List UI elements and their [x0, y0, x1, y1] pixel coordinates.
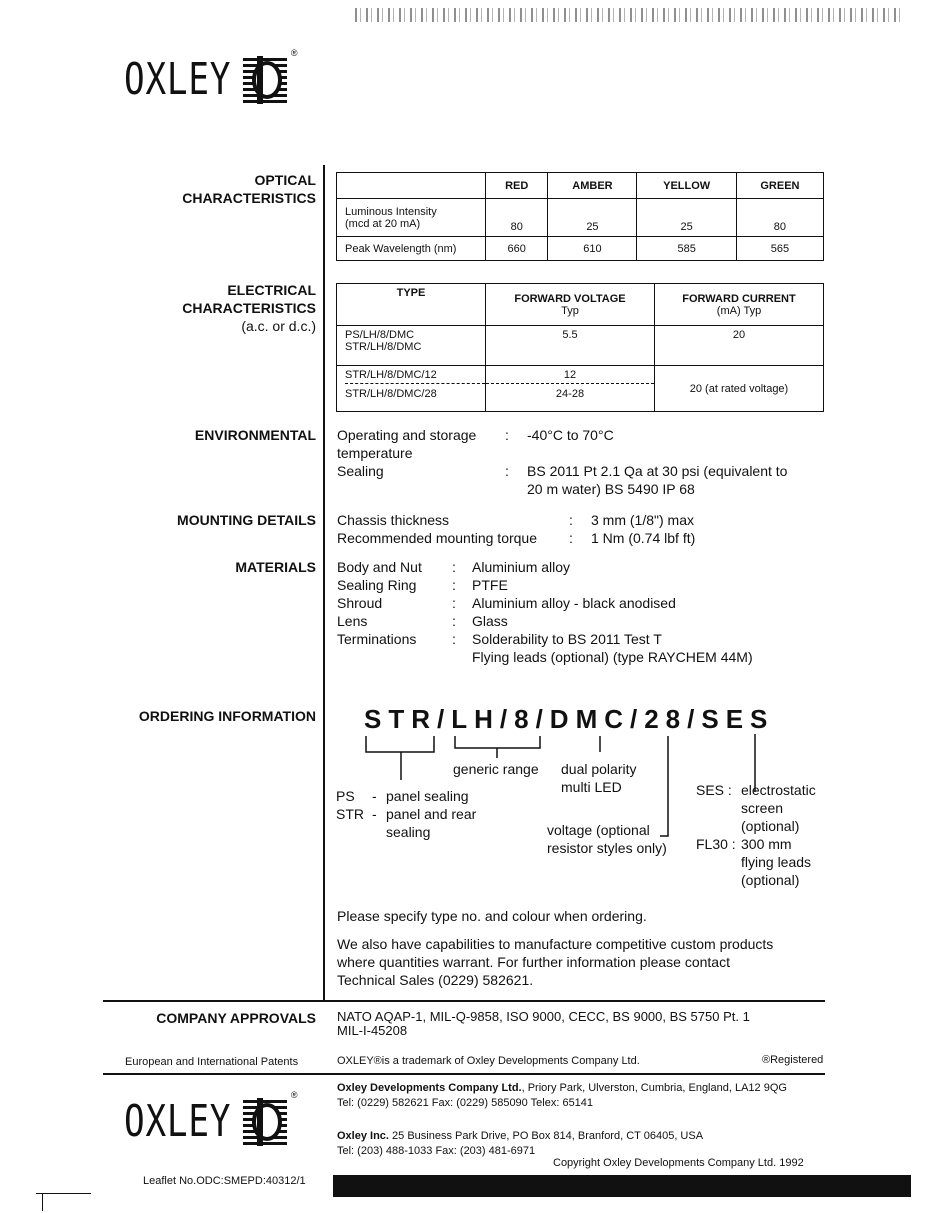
list-item [337, 612, 837, 630]
list-item [336, 805, 476, 841]
mat-sep: : [452, 613, 456, 629]
voltage-legend-line2: resistor styles only) [547, 840, 667, 856]
electrical-header-type: TYPE [337, 284, 486, 326]
list-item [337, 576, 837, 594]
ordering-note: Please specify type no. and colour when ordering. [337, 908, 647, 924]
voltage-legend-line1: voltage (optional [547, 822, 650, 838]
cell-value: 565 [736, 237, 823, 261]
header-logo [124, 48, 298, 106]
us-address-block [337, 1129, 703, 1159]
voltage-cell [486, 366, 655, 412]
env-key: Sealing [337, 463, 384, 479]
list-item [337, 529, 837, 547]
electrical-label-line1: ELECTRICAL [227, 282, 316, 298]
voltage-line2: 24-28 [486, 383, 654, 400]
horizontal-divider [103, 1000, 825, 1002]
mat-key: Terminations [337, 631, 417, 647]
fl30-desc-line1: 300 mm [741, 836, 792, 852]
env-key-line1: Operating and storage [337, 427, 477, 443]
list-item [696, 781, 816, 835]
mat-key [337, 648, 452, 666]
mount-sep: : [569, 512, 573, 528]
table-row [337, 326, 824, 366]
ps-code: PS [336, 788, 355, 804]
generic-range-label: generic range [453, 761, 539, 777]
footer-registered-mark: ® [290, 1090, 298, 1100]
note-line3: Technical Sales (0229) 582621. [337, 972, 534, 988]
ordering-code: STR/LH/8/DMC/28/SES [364, 704, 775, 734]
row-label-line1: Luminous Intensity [345, 205, 437, 218]
fl30-desc [741, 835, 811, 889]
mat-value: Aluminium alloy - black anodised [472, 595, 676, 611]
str-code: STR [336, 806, 364, 822]
optical-label-line1: OPTICAL [254, 172, 316, 188]
registered-mark: ® [290, 48, 298, 58]
str-dash: - [372, 806, 377, 822]
footer-oxley-emblem-icon [243, 1090, 298, 1148]
materials-section-label: MATERIALS [235, 559, 316, 575]
approvals-line1: NATO AQAP-1, MIL-Q-9858, ISO 9000, CECC, BS 9000, BS 5750 Pt. 1 [337, 1009, 750, 1024]
voltage-legend [547, 821, 667, 857]
ses-code: SES : [696, 782, 732, 798]
ps-desc: panel sealing [386, 788, 469, 804]
type-cell [337, 326, 486, 366]
optical-header-blank [337, 173, 486, 199]
fl30-code: FL30 : [696, 836, 736, 852]
uk-address-line [337, 1081, 787, 1096]
approvals-line2: MIL-I-45208 [337, 1023, 408, 1038]
table-row [337, 199, 824, 237]
str-desc-line2: sealing [386, 824, 431, 840]
cell-value: 80 [736, 199, 823, 237]
current-cell: 20 [655, 326, 824, 366]
ordering-section-label: ORDERING INFORMATION [138, 708, 316, 724]
uk-company-name: Oxley Developments Company Ltd. [337, 1082, 522, 1094]
list-item [696, 835, 816, 889]
mat-value: Aluminium alloy [472, 559, 571, 575]
env-key-line2: temperature [337, 445, 413, 461]
type-line2: STR/LH/8/DMC/28 [345, 383, 485, 400]
materials-list [337, 558, 837, 666]
env-sep: : [505, 463, 509, 479]
row-label: Peak Wavelength (nm) [337, 237, 486, 261]
ps-dash: - [372, 788, 377, 804]
mat-key: Lens [337, 613, 368, 629]
list-item [337, 462, 837, 498]
vertical-divider [323, 165, 325, 1000]
env-sep: : [505, 427, 509, 443]
mat-value: Glass [472, 613, 508, 629]
leaflet-number: Leaflet No.ODC:SMEPD:40312/1 [143, 1175, 306, 1187]
table-row [337, 366, 824, 412]
cell-value: 25 [637, 199, 736, 237]
registered-note: ®Registered [762, 1054, 824, 1066]
row-label-line2: (mcd at 20 mA) [345, 217, 421, 230]
fl30-desc-line2: flying leads [741, 854, 812, 870]
ses-desc [741, 781, 816, 835]
footer-black-bar [333, 1175, 911, 1197]
mount-sep: : [569, 530, 573, 546]
type-cell [337, 366, 486, 412]
environmental-list [337, 426, 837, 498]
footer-logo-wordmark: OXLEY [124, 1095, 232, 1147]
us-company-name: Oxley Inc. [337, 1130, 389, 1142]
crop-mark-vertical [42, 1193, 43, 1211]
table-row [337, 237, 824, 261]
optical-header-red: RED [486, 173, 548, 199]
optical-section-label [76, 171, 316, 207]
optical-header-amber: AMBER [548, 173, 637, 199]
voltage-header-line2: Typ [561, 304, 579, 317]
current-header-line2: (mA) Typ [716, 304, 762, 317]
current-header-line1: FORWARD CURRENT [682, 292, 796, 305]
footer-logo [124, 1090, 298, 1148]
us-address-line [337, 1129, 703, 1144]
list-item [336, 787, 476, 805]
mat-sep [452, 648, 472, 666]
environmental-section-label: ENVIRONMENTAL [194, 427, 316, 443]
type-line1: PS/LH/8/DMC [345, 329, 415, 341]
list-item [337, 648, 837, 666]
oxley-emblem-icon [243, 48, 298, 106]
ses-desc-line1: electrostatic [741, 782, 816, 798]
mount-key: Recommended mounting torque [337, 530, 538, 546]
optical-label-line2: CHARACTERISTICS [182, 190, 316, 206]
crop-mark [36, 1193, 91, 1194]
dual-polarity-label [561, 760, 637, 796]
mat-key: Body and Nut [337, 559, 422, 575]
list-item [337, 511, 837, 529]
type-line2: STR/LH/8/DMC [345, 341, 422, 353]
custom-products-note [337, 935, 827, 989]
copyright: Copyright Oxley Developments Company Ltd. 1992 [553, 1157, 804, 1169]
suffix-legend [696, 781, 816, 889]
env-value-line1: BS 2011 Pt 2.1 Qa at 30 psi (equivalent to [527, 463, 788, 479]
env-key [337, 426, 505, 462]
approvals-text [337, 1010, 750, 1038]
note-line2: where quantities warrant. For further information please contact [337, 954, 730, 970]
electrical-table [336, 283, 824, 412]
mount-value: 3 mm (1/8") max [591, 512, 694, 528]
mat-key: Sealing Ring [337, 577, 417, 593]
env-value: -40°C to 70°C [527, 427, 614, 443]
mat-value: Solderability to BS 2011 Test T [472, 631, 662, 647]
mat-sep: : [452, 595, 456, 611]
row-label [337, 199, 486, 237]
us-contact: Tel: (203) 488-1033 Fax: (203) 481-6971 [337, 1145, 536, 1157]
cell-value: 660 [486, 237, 548, 261]
list-item [337, 426, 837, 462]
cell-value: 25 [548, 199, 637, 237]
mat-value: PTFE [472, 577, 508, 593]
cell-value: 80 [486, 199, 548, 237]
list-item [337, 594, 837, 612]
mat-key: Shroud [337, 595, 383, 611]
uk-address: , Priory Park, Ulverston, Cumbria, England, LA12 9QG [521, 1082, 787, 1094]
optical-table [336, 172, 824, 261]
env-value [527, 462, 787, 498]
optical-header-yellow: YELLOW [637, 173, 736, 199]
ses-desc-line3: (optional) [741, 818, 800, 834]
mat-value: Flying leads (optional) (type RAYCHEM 44M) [472, 649, 753, 665]
mat-sep: : [452, 577, 456, 593]
list-item [337, 630, 837, 648]
list-item [337, 558, 837, 576]
footer-divider [103, 1073, 825, 1075]
voltage-line1: 12 [563, 369, 577, 381]
mat-sep: : [452, 559, 456, 575]
note-line1: We also have capabilities to manufacture competitive custom products [337, 936, 774, 952]
mount-key: Chassis thickness [337, 512, 450, 528]
mounting-section-label: MOUNTING DETAILS [177, 512, 316, 528]
env-value-line2: 20 m water) BS 5490 IP 68 [527, 481, 695, 497]
prefix-legend [336, 787, 476, 841]
current-cell: 20 (at rated voltage) [655, 366, 824, 412]
fl30-desc-line3: (optional) [741, 872, 800, 888]
electrical-section-label [76, 281, 316, 335]
optical-header-green: GREEN [736, 173, 823, 199]
mounting-list [337, 511, 837, 547]
uk-contact: Tel: (0229) 582621 Fax: (0229) 585090 Telex: 65141 [337, 1097, 594, 1109]
str-desc [386, 805, 476, 841]
trademark-note: OXLEY®is a trademark of Oxley Developments Company Ltd. [337, 1055, 640, 1067]
ses-desc-line2: screen [741, 800, 784, 816]
patents-note: European and International Patents [125, 1056, 299, 1068]
voltage-cell: 5.5 [486, 326, 655, 366]
us-address: 25 Business Park Drive, PO Box 814, Branford, CT 06405, USA [388, 1130, 704, 1142]
scan-noise [355, 8, 905, 22]
dual-polarity-line1: dual polarity [561, 761, 637, 777]
mat-sep: : [452, 631, 456, 647]
electrical-header-current [655, 284, 824, 326]
electrical-label-line3: (a.c. or d.c.) [241, 318, 316, 334]
electrical-label-line2: CHARACTERISTICS [182, 300, 316, 316]
dual-polarity-line2: multi LED [561, 779, 622, 795]
type-line1: STR/LH/8/DMC/12 [345, 369, 437, 381]
cell-value: 585 [637, 237, 736, 261]
approvals-section-label: COMPANY APPROVALS [156, 1010, 316, 1026]
logo-wordmark: OXLEY [124, 53, 232, 105]
electrical-header-voltage [486, 284, 655, 326]
cell-value: 610 [548, 237, 637, 261]
uk-address-block [337, 1081, 787, 1111]
str-desc-line1: panel and rear [386, 806, 477, 822]
mount-value: 1 Nm (0.74 lbf ft) [591, 530, 696, 546]
voltage-header-line1: FORWARD VOLTAGE [514, 292, 626, 305]
